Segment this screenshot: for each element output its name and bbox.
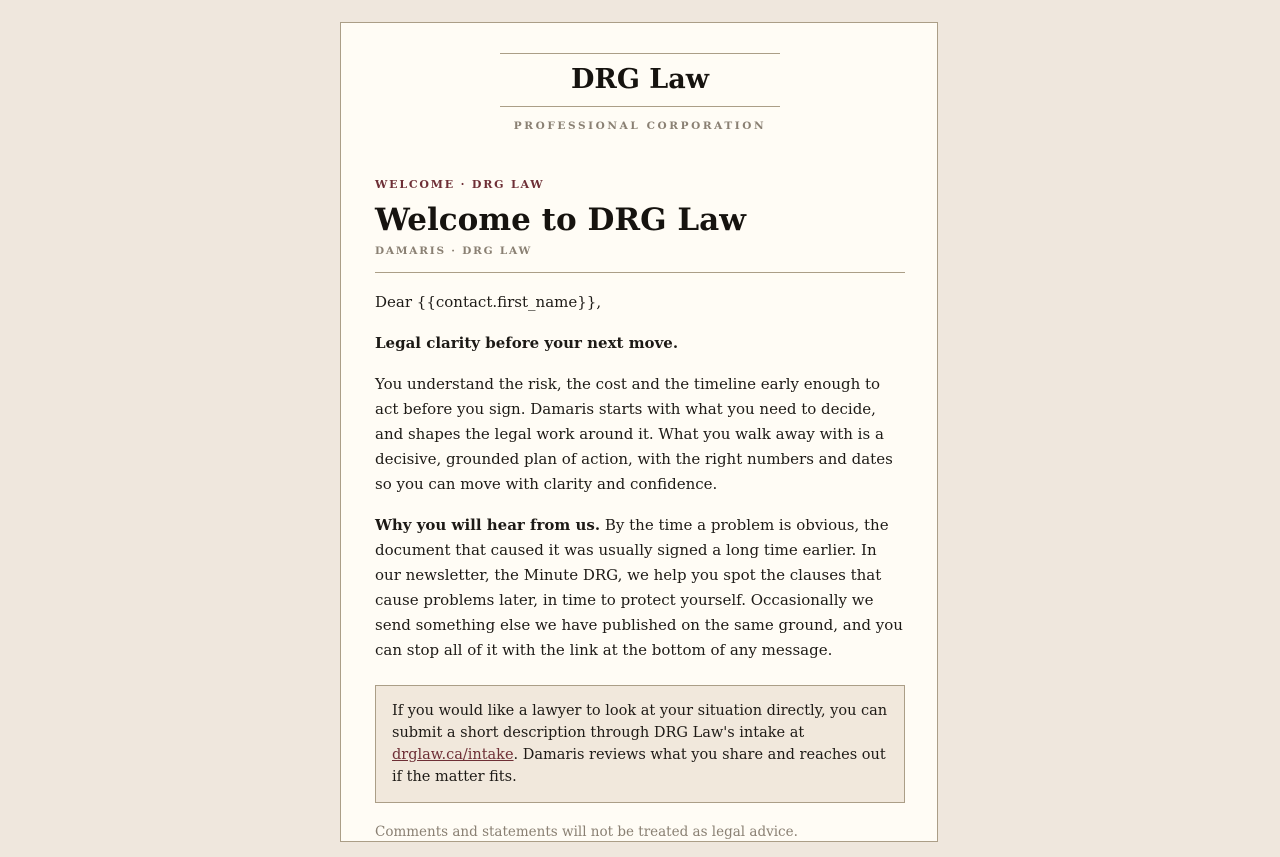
body-paragraph-2-text: By the time a problem is obvious, the document that caused it was usually signed a long time earlier. In our newsletter, the Minute DRG, we help you spot the clauses that cause problems later, in time to protect yourself. Occasionally we send something else we have published on the same ground, and you can stop all of it with the link at the bottom of any message.	[375, 516, 903, 659]
email-headline: Welcome to DRG Law	[375, 202, 746, 238]
greeting: Dear {{contact.first_name}},	[375, 293, 602, 311]
header-divider	[375, 272, 905, 273]
body-paragraph-2	[375, 513, 905, 663]
intake-callout	[375, 685, 905, 803]
brand-tagline: PROFESSIONAL CORPORATION	[513, 120, 767, 132]
lead-line: Legal clarity before your next move.	[375, 334, 679, 352]
email-card	[340, 22, 938, 842]
email-content	[375, 178, 905, 857]
email-kicker: WELCOME · DRG LAW	[375, 178, 545, 191]
callout-text-after: . Damaris reviews what you share and reaches out if the matter fits.	[392, 747, 886, 785]
email-byline: DAMARIS · DRG LAW	[375, 245, 533, 257]
callout-text-before: If you would like a lawyer to look at your situation directly, you can submit a short description through DRG Law's intake at	[392, 703, 888, 741]
body-paragraph-1: You understand the risk, the cost and the timeline early enough to act before you sign. Damaris starts with what you need to decide, and shapes the legal work around it. What you walk away with is a decisive, grounded plan of action, with the right numbers and dates so you can move with clarity and confidence.	[375, 375, 893, 493]
brand-name: DRG Law	[570, 64, 710, 95]
intake-link[interactable]: drglaw.ca/intake	[392, 747, 514, 763]
masthead	[500, 53, 780, 107]
body-paragraph-2-label: Why you will hear from us.	[375, 516, 601, 534]
footnote: Comments and statements will not be treated as legal advice.	[375, 824, 798, 840]
